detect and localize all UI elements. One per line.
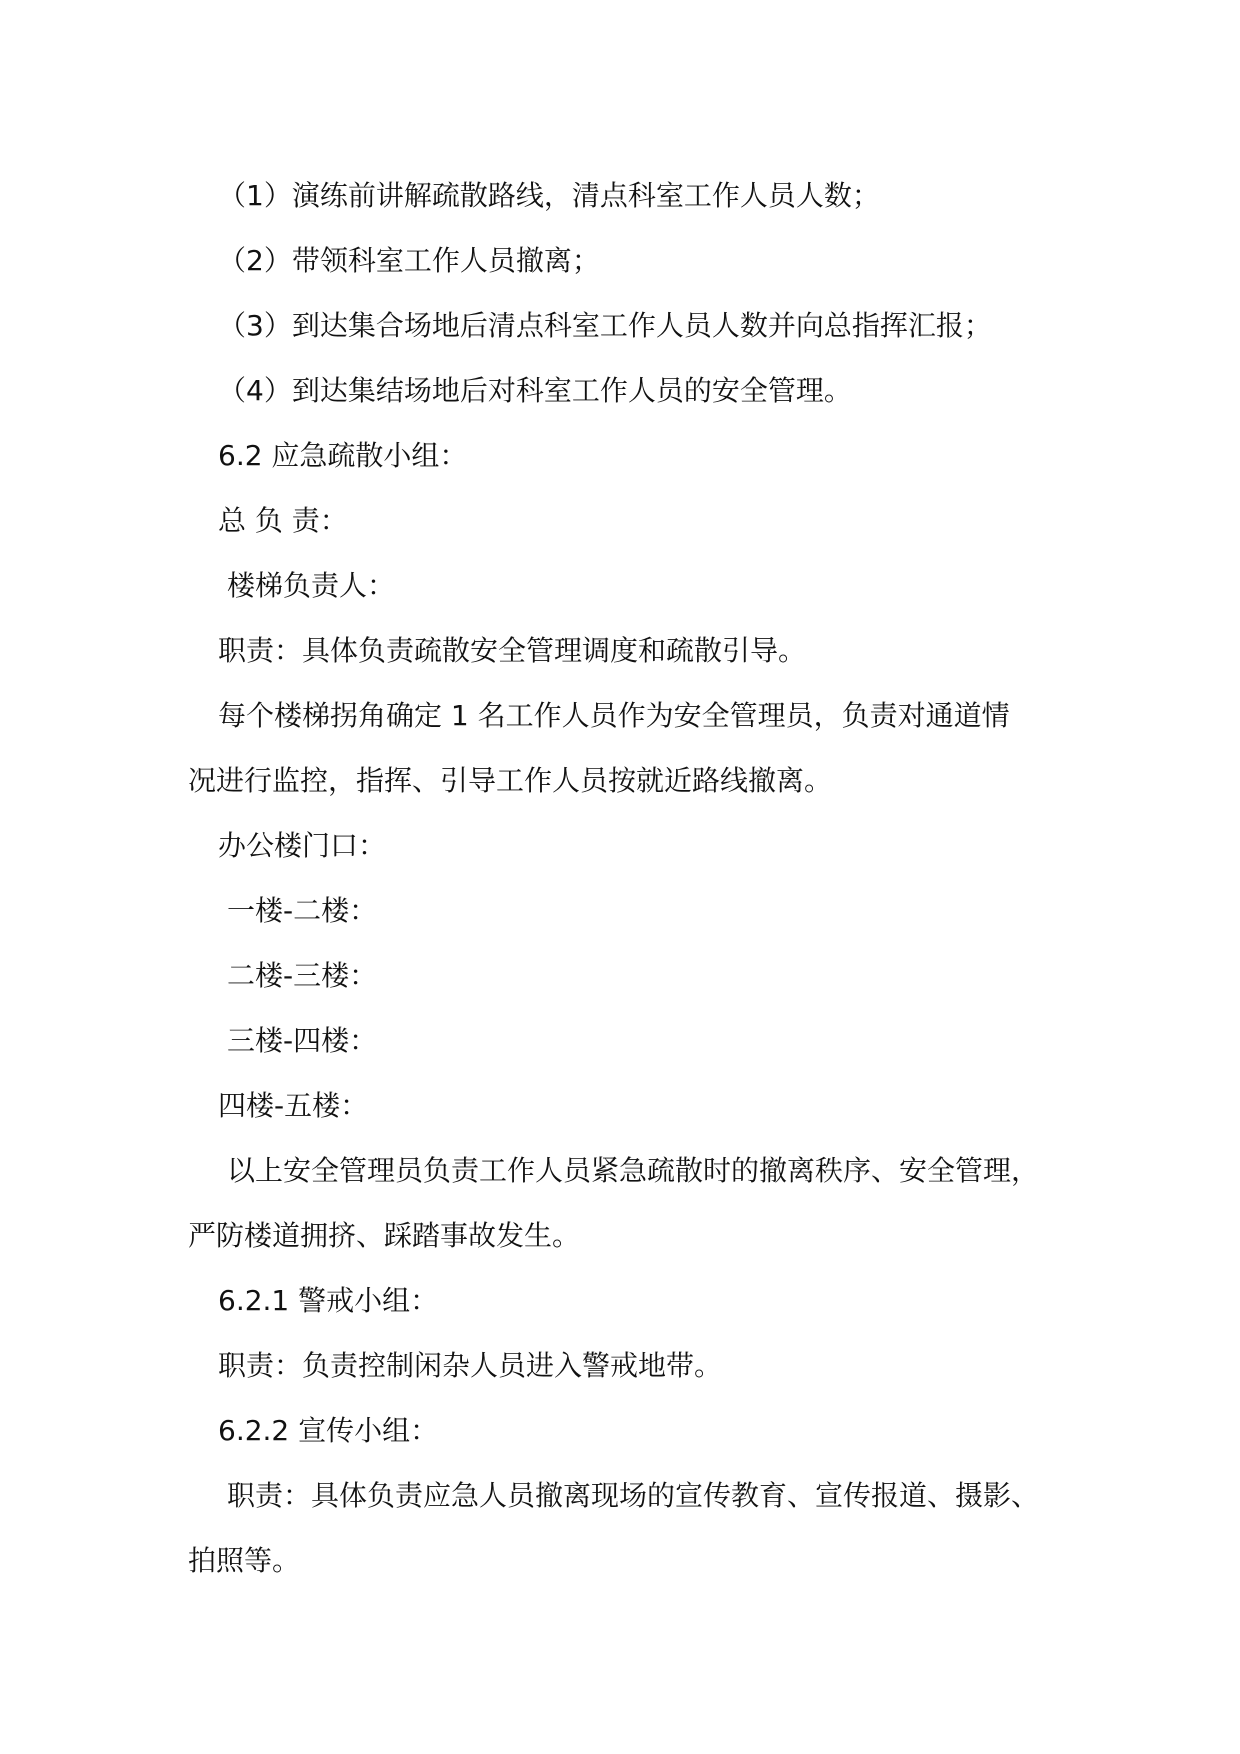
section-heading: 6.2.2 宣传小组： xyxy=(218,1414,439,1447)
paragraph-line: 三楼-四楼： xyxy=(227,1024,378,1057)
paragraph-line: （3）到达集合场地后清点科室工作人员人数并向总指挥汇报； xyxy=(218,309,992,342)
paragraph-line: 办公楼门口： xyxy=(218,829,387,862)
paragraph-line: 每个楼梯拐角确定 1 名工作人员作为安全管理员，负责对通道情 xyxy=(218,699,1010,732)
paragraph-line: 四楼-五楼： xyxy=(218,1089,369,1122)
paragraph-line: 职责：具体负责疏散安全管理调度和疏散引导。 xyxy=(218,634,807,667)
paragraph-line: 况进行监控，指挥、引导工作人员按就近路线撤离。 xyxy=(188,764,833,797)
paragraph-line: （2）带领科室工作人员撤离； xyxy=(218,244,600,277)
paragraph-line: 严防楼道拥挤、踩踏事故发生。 xyxy=(188,1219,581,1252)
paragraph-line: 以上安全管理员负责工作人员紧急疏散时的撤离秩序、安全管理， xyxy=(227,1154,1040,1187)
paragraph-line: （4）到达集结场地后对科室工作人员的安全管理。 xyxy=(218,374,852,407)
section-heading: 6.2.1 警戒小组： xyxy=(218,1284,439,1317)
document-body xyxy=(188,163,1088,1593)
paragraph-line: 总 负 责： xyxy=(218,504,348,537)
paragraph-line: （1）演练前讲解疏散路线，清点科室工作人员人数； xyxy=(218,179,880,212)
paragraph-line: 二楼-三楼： xyxy=(227,959,378,992)
section-heading: 6.2 应急疏散小组： xyxy=(218,439,468,472)
paragraph-line: 楼梯负责人： xyxy=(227,569,396,602)
paragraph-line: 职责：具体负责应急人员撤离现场的宣传教育、宣传报道、摄影、 xyxy=(227,1479,1040,1512)
paragraph-line: 一楼-二楼： xyxy=(227,894,378,927)
paragraph-line: 拍照等。 xyxy=(188,1544,301,1577)
paragraph-line: 职责：负责控制闲杂人员进入警戒地带。 xyxy=(218,1349,723,1382)
